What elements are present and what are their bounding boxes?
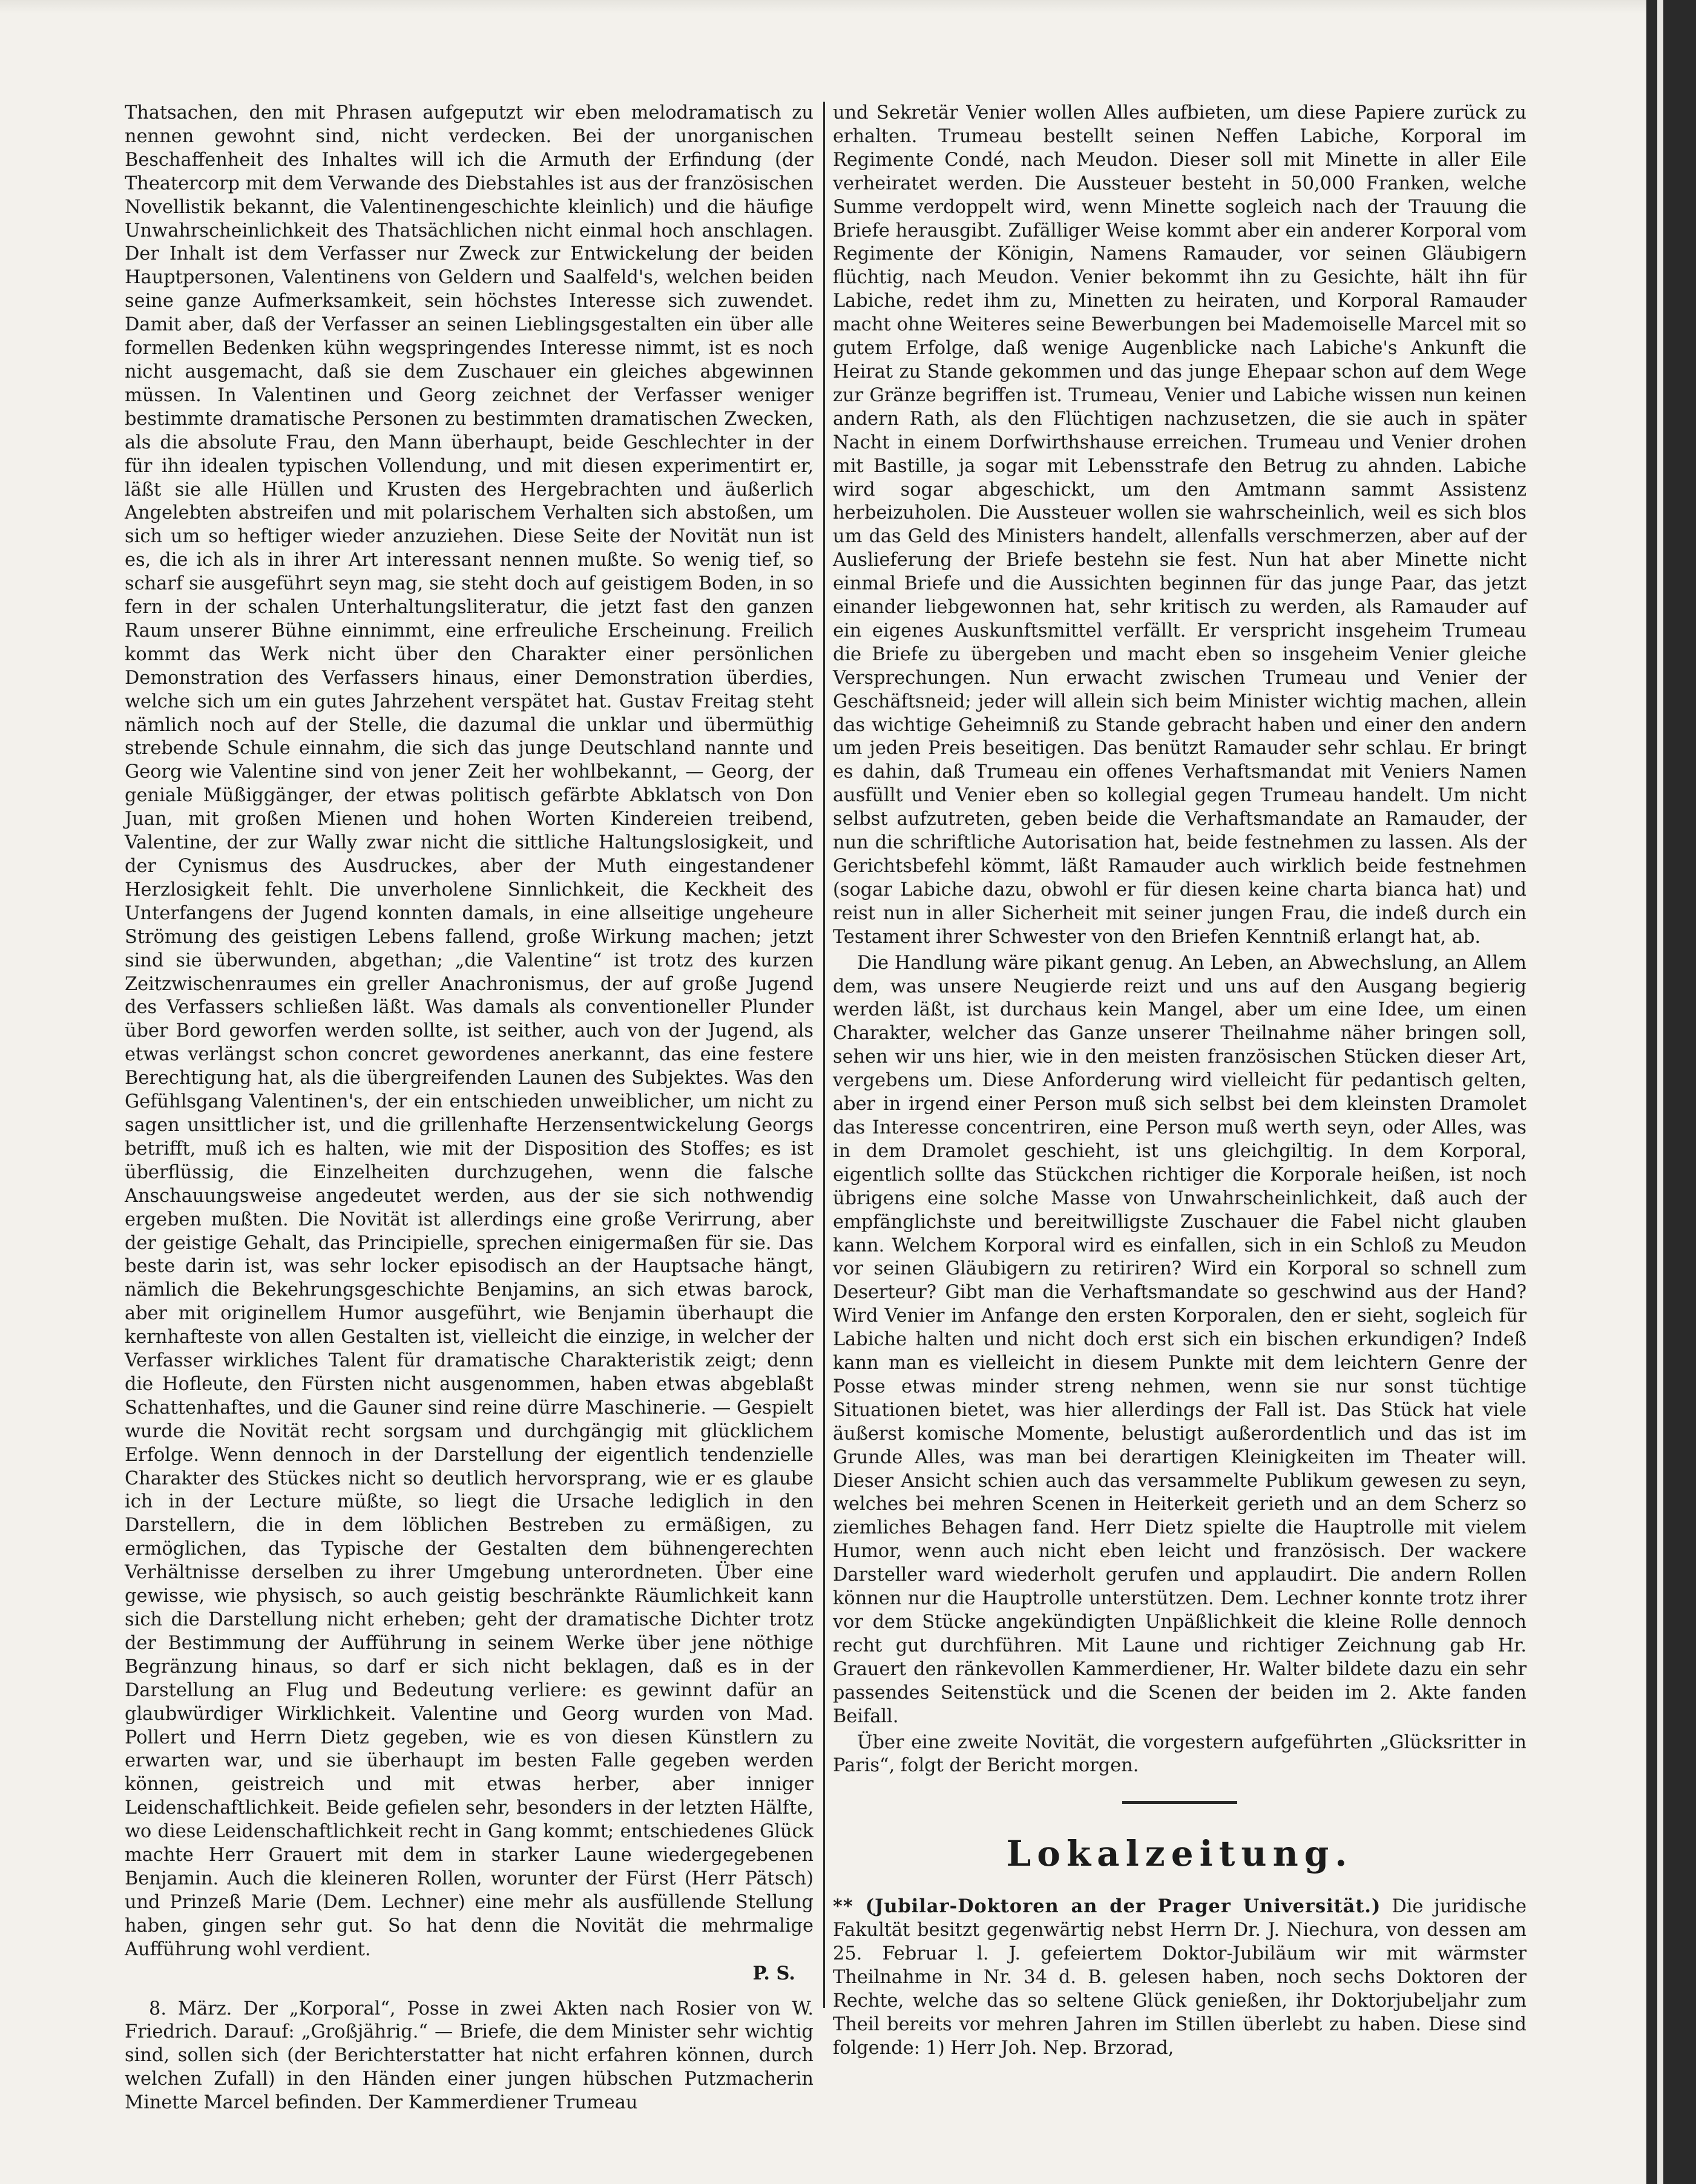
review-signature: P. S. <box>752 1962 795 1984</box>
column-divider <box>823 102 825 2008</box>
right-column <box>833 102 1527 2061</box>
plot-summary-paragraph: und Sekretär Venier wollen Alles aufbieten, um diese Papiere zurück zu erhalten. Trumeau bestellt seinen Neffen Labiche, Korporal im Regimente Condé, nach Meudon. Dieser soll mit Minette in aller Eile verheiratet werden. Die Aussteuer besteht in 50,000 Franken, welche Summe verdoppelt wird, wenn Minette sogleich nach der Trauung die Briefe herausgibt. Zufälliger Weise kommt aber ein anderer Korporal vom Regimente der Königin, Namens Ramauder, vor seinen Gläubigern flüchtig, nach Meudon. Venier bekommt ihn zu Gesichte, hält ihn für Labiche, redet ihm zu, Minetten zu heiraten, und Korporal Ramauder macht ohne Weiteres seine Bewerbungen bei Mademoiselle Marcel mit so gutem Erfolge, daß wenige Augenblicke nach Labiche's Ankunft die Heirat zu Stande gekommen und das junge Ehepaar schon auf dem Wege zur Gränze begriffen ist. Trumeau, Venier und Labiche wissen nun keinen andern Rath, als den Flüchtigen nachzusetzen, die sie auch in später Nacht in einem Dorfwirthshause erreichen. Trumeau und Venier drohen mit Bastille, ja sogar mit Lebensstrafe den Betrug zu ahnden. Labiche wird sogar abgeschickt, um den Amtmann sammt Assistenz herbeizuholen. Die Aussteuer wollen sie wahrscheinlich, weil es sich blos um das Geld des Ministers handelt, allenfalls verschmerzen, aber auf der Auslieferung der Briefe bestehn sie fest. Nun hat aber Minette nicht einmal Briefe und die Aussichten beginnen für das junge Paar, das jetzt einander liebgewonnen hat, sehr kritisch zu werden, als Ramauder auf ein eigenes Auskunftsmittel verfällt. Er verspricht insgeheim Trumeau die Briefe zu übergeben und macht eben so insgeheim Venier gleiche Versprechungen. Nun erwacht zwischen Trumeau und Venier der Geschäftsneid; jeder will allein sich beim Minister wichtig machen, allein das wichtige Geheimniß zu Stande gebracht haben und einer den andern um jeden Preis beseitigen. Das benützt Ramauder sehr schlau. Er bringt es dahin, daß Trumeau ein offenes Verhaftsmandat mit Veniers Namen ausfüllt und Venier eben so kollegial gegen Trumeau handelt. Um nicht selbst aufzutreten, geben beide die Verhaftsmandate an Ramauder, der nun die schriftliche Autorisation hat, beide festnehmen zu lassen. Als der Gerichtsbefehl kömmt, läßt Ramauder auch wirklich beide festnehmen (sogar Labiche dazu, obwohl er für diesen keine charta bianca hat) und reist nun in aller Sicherheit mit seiner jungen Frau, die indeß durch ein Testament ihrer Schwester von den Briefen Kenntniß erlangt hat, ab. <box>833 102 1527 948</box>
next-report-note: Über eine zweite Novität, die vorgestern aufgeführten „Glücksritter in Paris“, folgt der Bericht morgen. <box>833 1731 1527 1777</box>
scan-right-border <box>1646 0 1696 2184</box>
section-rule <box>1122 1801 1237 1804</box>
section-title-lokalzeitung: Lokalzeitung. <box>1006 1833 1353 1875</box>
scan-border-gap <box>1657 0 1663 2184</box>
critique-paragraph: Die Handlung wäre pikant genug. An Leben, an Abwechslung, an Allem dem, was unsere Neugierde reizt und uns auf den Ausgang begierig werden läßt, ist durchaus kein Mangel, aber um eine Idee, um einen Charakter, welcher das Ganze unserer Theilnahme näher bringen soll, sehen wir uns hier, wie in den meisten französischen Stücken dieser Art, vergebens um. Diese Anforderung wird vielleicht für pedantisch gelten, aber in irgend einer Person muß sich selbst bei dem kleinsten Dramolet das Interesse concentriren, eine Person muß werth seyn, oder Alles, was in dem Dramolet geschieht, ist uns gleichgiltig. In dem Korporal, eigentlich sollte das Stückchen richtiger die Korporale heißen, ist noch übrigens eine solche Masse von Unwahrscheinlichkeit, daß auch der empfänglichste und bereitwilligste Zuschauer die Fabel nicht glauben kann. Welchem Korporal wird es einfallen, sich in ein Schloß zu Meudon vor seinen Gläubigern zu retiriren? Wird ein Korporal so schnell zum Deserteur? Gibt man die Verhaftsmandate so geschwind aus der Hand? Wird Venier im Anfange den ersten Korporalen, den er sieht, sogleich für Labiche halten und nicht doch erst sich ein bischen erkundigen? Indeß kann man es vielleicht in diesem Punkte mit dem leichtern Genre der Posse etwas minder streng nehmen, wenn sie nur sonst tüchtige Situationen bietet, was hier allerdings der Fall ist. Das Stück hat viele äußerst komische Momente, belustigt außerordentlich und das ist im Grunde Alles, was man bei derartigen Kleinigkeiten im Theater will. Dieser Ansicht schien auch das versammelte Publikum gewesen zu seyn, welches bei mehren Scenen in Heiterkeit gerieth und an dem Scherz so ziemliches Behagen fand. Herr Dietz spielte die Hauptrolle mit vielem Humor, wenn auch nicht eben leicht und französisch. Der wackere Darsteller ward wiederholt gerufen und applaudirt. Die andern Rollen können nur die Hauptrolle unterstützen. Dem. Lechner konnte trotz ihrer vor dem Stücke angekündigten Unpäßlichkeit die kleine Rolle dennoch recht gut durchführen. Mit Laune und richtiger Zeichnung gab Hr. Grauert den ränkevollen Kammerdiener, Hr. Walter bildete dazu ein sehr passendes Seitenstück und die Scenen der beiden im 2. Akte fanden Beifall. <box>833 952 1527 1727</box>
news-item-body: Die juridische Fakultät besitzt gegenwärtig nebst Herrn Dr. J. Niechura, von dessen am 25. Februar l. J. gefeiertem Doktor-Jubiläum wir mit wärmster Theilnahme in Nr. 34 d. B. gelesen haben, noch sechs Doktoren der Rechte, welche das so seltene Glück genießen, ihr Doktorjubeljahr zum Theil bereits vor mehren Jahren im Stillen überlebt zu haben. Diese sind folgende: 1) Herr Joh. Nep. Brzorad, <box>833 1896 1527 2059</box>
news-item-lead: ** (Jubilar-Doktoren an der Prager Universität.) <box>833 1895 1381 1918</box>
left-column <box>125 102 813 2115</box>
korporal-review-paragraph: 8. März. Der „Korporal“, Posse in zwei Akten nach Rosier von W. Friedrich. Darauf: „Großjährig.“ — Briefe, die dem Minister sehr wichtig sind, sollen sich (der Berichterstatter hat nicht erfahren können, durch welchen Zufall) in den Händen einer jungen hübschen Putzmacherin Minette Marcel befinden. Der Kammerdiener Trumeau <box>125 1998 813 2114</box>
news-item <box>833 1895 1527 2060</box>
page-top-edge <box>0 0 1646 13</box>
review-continuation-paragraph: Thatsachen, den mit Phrasen aufgeputzt wir eben melodramatisch zu nennen gewohnt sind, nicht verdecken. Bei der unorganischen Beschaffenheit des Inhaltes will ich die Armuth der Erfindung (der Theatercorp mit dem Verwande des Diebstahles ist aus der französischen Novellistik bekannt, die Valentinengeschichte kleinlich) und die häufige Unwahrscheinlichkeit des Thatsächlichen nicht einmal hoch anschlagen. Der Inhalt ist dem Verfasser nur Zweck zur Entwickelung der beiden Hauptpersonen, Valentinens von Geldern und Saalfeld's, welchen beiden seine ganze Aufmerksamkeit, sein höchstes Interesse sich zuwendet. Damit aber, daß der Verfasser an seinen Lieblingsgestalten ein über alle formellen Bedenken kühn wegspringendes Interesse nimmt, ist es noch nicht ausgemacht, daß sie dem Zuschauer ein gleiches abgewinnen müssen. In Valentinen und Georg zeichnet der Verfasser weniger bestimmte dramatische Personen zu bestimmten dramatischen Zwecken, als die absolute Frau, den Mann überhaupt, beide Geschlechter in der für ihn idealen typischen Vollendung, und mit diesen experimentirt er, läßt sie alle Hüllen und Krusten des Hergebrachten und äußerlich Angelebten abstreifen und mit polarischem Verhalten sich abstoßen, um sich um so heftiger wieder anzuziehen. Diese Seite der Novität nun ist es, die ich als in ihrer Art interessant nennen mußte. So wenig tief, so scharf sie ausgeführt seyn mag, sie steht doch auf geistigem Boden, in so fern in der schalen Unterhaltungsliteratur, die jetzt fast den ganzen Raum unserer Bühne einnimmt, eine erfreuliche Erscheinung. Freilich kommt das Werk nicht über den Charakter einer persönlichen Demonstration des Verfassers hinaus, einer Demonstration überdies, welche sich um ein gutes Jahrzehent verspätet hat. Gustav Freitag steht nämlich noch auf der Stelle, die dazumal die unklar und übermüthig strebende Schule einnahm, die sich das junge Deutschland nannte und Georg wie Valentine sind von jener Zeit her wohlbekannt, — Georg, der geniale Müßiggänger, der etwas politisch gefärbte Abklatsch von Don Juan, mit großen Mienen und hohen Worten Kindereien treibend, Valentine, der zur Wally zwar nicht die sittliche Haltungslosigkeit, und der Cynismus des Ausdruckes, aber der Muth eingestandener Herzlosigkeit fehlt. Die unverholene Sinnlichkeit, die Keckheit des Unterfangens der Jugend konnten damals, in eine allseitige ungeheure Strömung des geistigen Lebens fallend, große Wirkung machen; jetzt sind sie überwunden, abgethan; „die Valentine“ ist trotz des kurzen Zeitzwischenraumes ein greller Anachronismus, der auf große Jugend des Verfassers schließen läßt. Was damals als conventioneller Plunder über Bord geworfen werden sollte, ist seither, auch von der Jugend, als etwas verlängst schon concret gewordenes anerkannt, das eine festere Berechtigung hat, als die übergreifenden Launen des Subjektes. Was den Gefühlsgang Valentinen's, der ein entschieden unweiblicher, um nicht zu sagen unsittlicher ist, und die grillenhafte Herzensentwickelung Georgs betrifft, muß ich es halten, wie mit der Disposition des Stoffes; es ist überflüssig, die Einzelheiten durchzugehen, wenn die falsche Anschauungsweise angedeutet werden, aus der sie sich nothwendig ergeben mußten. Die Novität ist allerdings eine große Verirrung, aber der geistige Gehalt, das Principielle, sprechen einigermaßen für sie. Das beste darin ist, was sehr locker episodisch an der Hauptsache hängt, nämlich die Bekehrungsgeschichte Benjamins, an sich etwas barock, aber mit originellem Humor ausgeführt, wie Benjamin überhaupt die kernhafteste von allen Gestalten ist, vielleicht die einzige, in welcher der Verfasser wirkliches Talent für dramatische Charakteristik zeigt; denn die Hofleute, den Fürsten nicht ausgenommen, haben etwas abgeblaßt Schattenhaftes, und die Gauner sind reine dürre Maschinerie. — Gespielt wurde die Novität recht sorgsam und durchgängig mit glücklichem Erfolge. Wenn dennoch in der Darstellung der eigentlich tendenzielle Charakter des Stückes nicht so deutlich hervorsprang, wie er es glaube ich in der Lecture müßte, so liegt die Ursache lediglich in den Darstellern, die in dem löblichen Bestreben zu ermäßigen, zu ermöglichen, das Typische der Gestalten dem bühnengerechten Verhältnisse derselben zu ihrer Umgebung unterordneten. Über eine gewisse, wie physisch, so auch geistig beschränkte Räumlichkeit kann sich die Darstellung nicht erheben; geht der dramatische Dichter trotz der Bestimmung der Aufführung in seinem Werke über jene nöthige Begränzung hinaus, so darf er sich nicht beklagen, daß es in der Darstellung an Flug und Bedeutung verliere: es gewinnt dafür an glaubwürdiger Wirklichkeit. Valentine und Georg wurden von Mad. Pollert und Herrn Dietz gegeben, wie es von diesen Künstlern zu erwarten war, und sie überhaupt im besten Falle gegeben werden können, geistreich und mit etwas herber, aber inniger Leidenschaftlichkeit. Beide gefielen sehr, besonders in der letzten Hälfte, wo diese Leidenschaftlichkeit recht in Gang kommt; entschiedenes Glück machte Herr Grauert mit dem in starker Laune wiedergegebenen Benjamin. Auch die kleineren Rollen, worunter der Fürst (Herr Pätsch) und Prinzeß Marie (Dem. Lechner) eine mehr als ausfüllende Stellung haben, gingen sehr gut. So hat denn die Novität die mehrmalige Aufführung wohl verdient. <box>125 102 813 1960</box>
